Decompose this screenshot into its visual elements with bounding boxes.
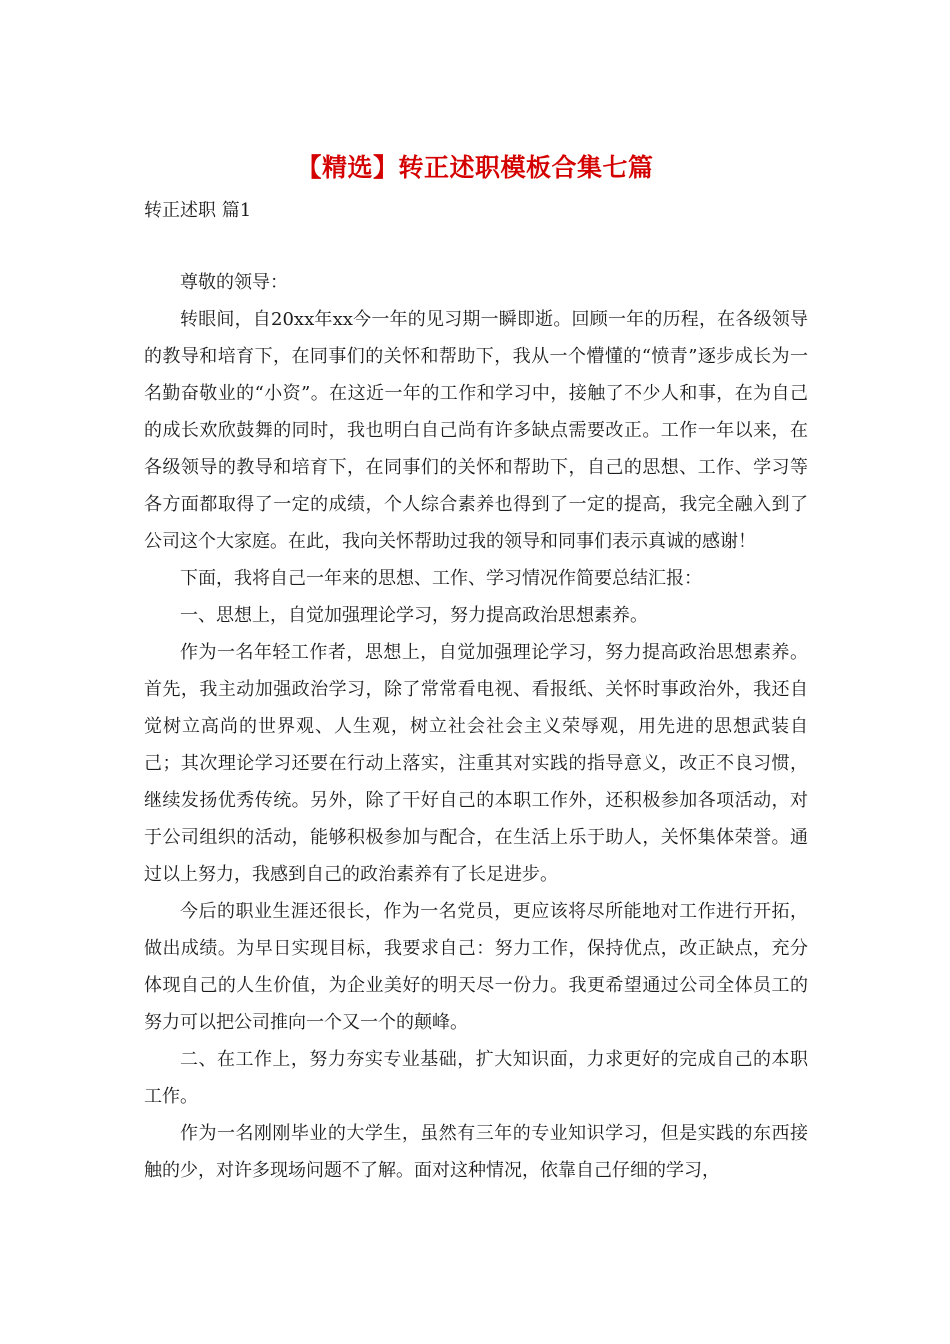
document-title: 【精选】转正述职模板合集七篇 <box>296 153 654 182</box>
section-paragraph: 一、思想上，自觉加强理论学习，努力提高政治思想素养。 <box>180 605 648 626</box>
body-paragraph: 今后的职业生涯还很长，作为一名党员，更应该将尽所能地对工作进行开拓，做出成绩。为早日实现目标，我要求自己：努力工作，保持优点，改正缺点，充分体现自己的人生价值，为企业美好的明天尽一份力。我更希望通过公司全体员工的努力可以把公司推向一个又一个的颠峰。 <box>144 901 808 1033</box>
body-paragraph: 作为一名刚刚毕业的大学生，虽然有三年的专业知识学习，但是实践的东西接触的少，对许多现场问题不了解。面对这种情况，依靠自己仔细的学习， <box>144 1123 808 1181</box>
body-paragraph: 下面，我将自己一年来的思想、工作、学习情况作简要总结汇报： <box>180 568 702 589</box>
document-body <box>144 264 808 1189</box>
body-paragraph: 转眼间，自20xx年xx今一年的见习期一瞬即逝。回顾一年的历程，在各级领导的教导和培育下，在同事们的关怀和帮助下，我从一个懵懂的“愤青”逐步成长为一名勤奋敬业的“小资”。在这近一年的工作和学习中，接触了不少人和事，在为自己的成长欢欣鼓舞的同时，我也明白自己尚有许多缺点需要改正。工作一年以来，在各级领导的教导和培育下，在同事们的关怀和帮助下，自己的思想、工作、学习等各方面都取得了一定的成绩，个人综合素养也得到了一定的提高，我完全融入到了公司这个大家庭。在此，我向关怀帮助过我的领导和同事们表示真诚的感谢！ <box>144 309 808 552</box>
section-paragraph: 二、在工作上，努力夯实专业基础，扩大知识面，力求更好的完成自己的本职工作。 <box>144 1049 808 1107</box>
greeting-paragraph: 尊敬的领导： <box>180 272 288 293</box>
body-paragraph: 作为一名年轻工作者，思想上，自觉加强理论学习，努力提高政治思想素养。首先，我主动加强政治学习，除了常常看电视、看报纸、关怀时事政治外，我还自觉树立高尚的世界观、人生观，树立社会社会主义荣辱观，用先进的思想武装自己；其次理论学习还要在行动上落实，注重其对实践的指导意义，改正不良习惯，继续发扬优秀传统。另外，除了干好自己的本职工作外，还积极参加各项活动，对于公司组织的活动，能够积极参加与配合，在生活上乐于助人，关怀集体荣誉。通过以上努力，我感到自己的政治素养有了长足进步。 <box>144 642 808 885</box>
section-heading: 转正述职 篇1 <box>144 200 252 221</box>
